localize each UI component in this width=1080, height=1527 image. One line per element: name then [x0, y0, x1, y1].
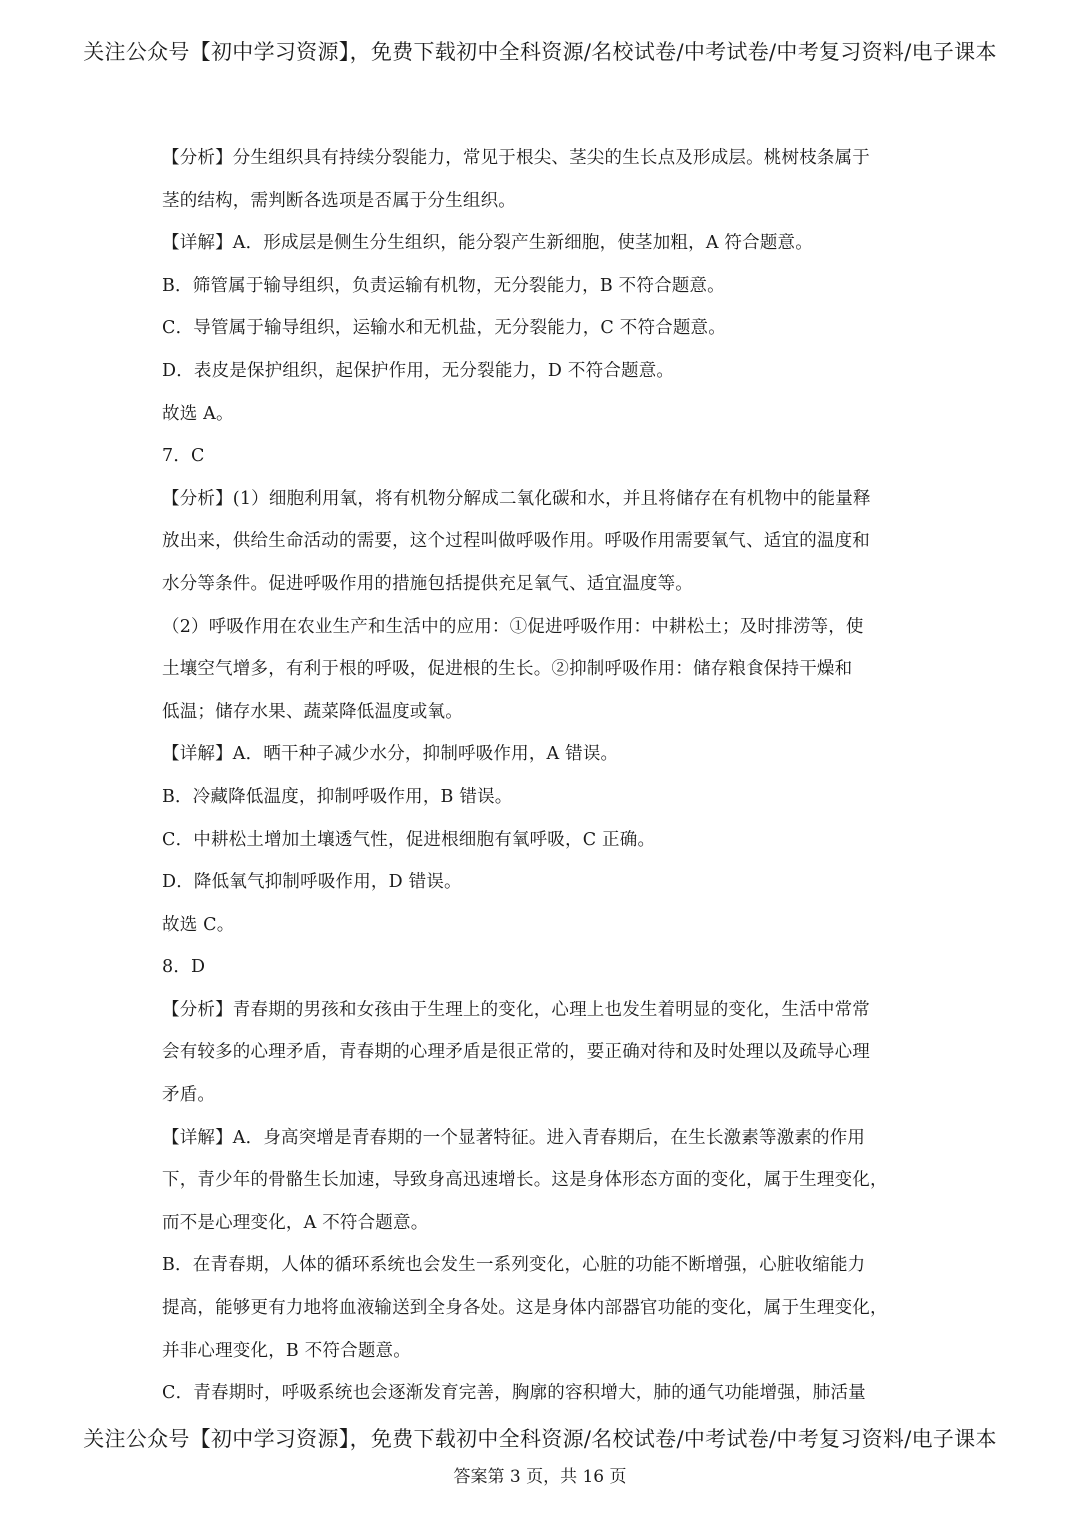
text-line: 茎的结构，需判断各选项是否属于分生组织。	[162, 190, 516, 211]
text-line: 【详解】A．晒干种子减少水分，抑制呼吸作用，A 错误。	[162, 744, 619, 765]
text-line: 下，青少年的骨骼生长加速，导致身高迅速增长。这是身体形态方面的变化，属于生理变化，	[162, 1170, 888, 1191]
question-number: 7．C	[162, 446, 205, 467]
text-line: C．中耕松土增加土壤透气性，促进根细胞有氧呼吸，C 正确。	[162, 829, 656, 850]
text-line: C．导管属于输导组织，运输水和无机盐，无分裂能力，C 不符合题意。	[162, 318, 726, 339]
header-banner: 关注公众号【初中学习资源】，免费下载初中全科资源/名校试卷/中考试卷/中考复习资料/电子课本	[83, 40, 997, 64]
text-line: 提高，能够更有力地将血液输送到全身各处。这是身体内部器官功能的变化，属于生理变化，	[162, 1298, 888, 1319]
text-line: 【分析】青春期的男孩和女孩由于生理上的变化，心理上也发生着明显的变化，生活中常常	[162, 999, 870, 1020]
page-number: 答案第 3 页，共 16 页	[453, 1467, 627, 1487]
text-line: 而不是心理变化，A 不符合题意。	[162, 1212, 429, 1233]
text-line: B．冷藏降低温度，抑制呼吸作用，B 错误。	[162, 786, 513, 807]
text-line: D．表皮是保护组织，起保护作用，无分裂能力，D 不符合题意。	[162, 360, 675, 381]
text-line: 【详解】A．形成层是侧生分生组织，能分裂产生新细胞，使茎加粗，A 符合题意。	[162, 233, 813, 254]
text-line: C．青春期时，呼吸系统也会逐渐发育完善，胸廓的容积增大，肺的通气功能增强，肺活量	[162, 1383, 866, 1404]
text-line: 【详解】A．身高突增是青春期的一个显著特征。进入青春期后，在生长激素等激素的作用	[162, 1127, 866, 1148]
text-line: 【分析】分生组织具有持续分裂能力，常见于根尖、茎尖的生长点及形成层。桃树枝条属于	[162, 148, 870, 168]
text-line: 低温；储存水果、蔬菜降低温度或氧。	[162, 701, 463, 722]
question-number: 8．D	[162, 957, 206, 978]
text-line: 故选 C。	[162, 914, 235, 935]
text-line: 【分析】(1）细胞利用氧，将有机物分解成二氧化碳和水，并且将储存在有机物中的能量释	[162, 488, 871, 509]
text-line: B．筛管属于输导组织，负责运输有机物，无分裂能力，B 不符合题意。	[162, 275, 725, 296]
text-line: D．降低氧气抑制呼吸作用，D 错误。	[162, 872, 462, 893]
text-line: 故选 A。	[162, 403, 234, 424]
text-line: B．在青春期，人体的循环系统也会发生一系列变化，心脏的功能不断增强，心脏收缩能力	[162, 1255, 866, 1276]
text-line: 会有较多的心理矛盾，青春期的心理矛盾是很正常的，要正确对待和及时处理以及疏导心理	[162, 1042, 870, 1063]
text-line: 并非心理变化，B 不符合题意。	[162, 1340, 411, 1361]
text-line: （2）呼吸作用在农业生产和生活中的应用：①促进呼吸作用：中耕松土；及时排涝等，使	[162, 616, 864, 637]
text-line: 放出来，供给生命活动的需要，这个过程叫做呼吸作用。呼吸作用需要氧气、适宜的温度和	[162, 531, 870, 552]
text-line: 土壤空气增多，有利于根的呼吸，促进根的生长。②抑制呼吸作用：储存粮食保持干燥和	[162, 659, 853, 680]
text-line: 矛盾。	[162, 1085, 216, 1106]
footer-banner: 关注公众号【初中学习资源】，免费下载初中全科资源/名校试卷/中考试卷/中考复习资料/电子课本	[83, 1427, 997, 1451]
document-body	[162, 137, 922, 1415]
text-line: 水分等条件。促进呼吸作用的措施包括提供充足氧气、适宜温度等。	[162, 573, 693, 594]
